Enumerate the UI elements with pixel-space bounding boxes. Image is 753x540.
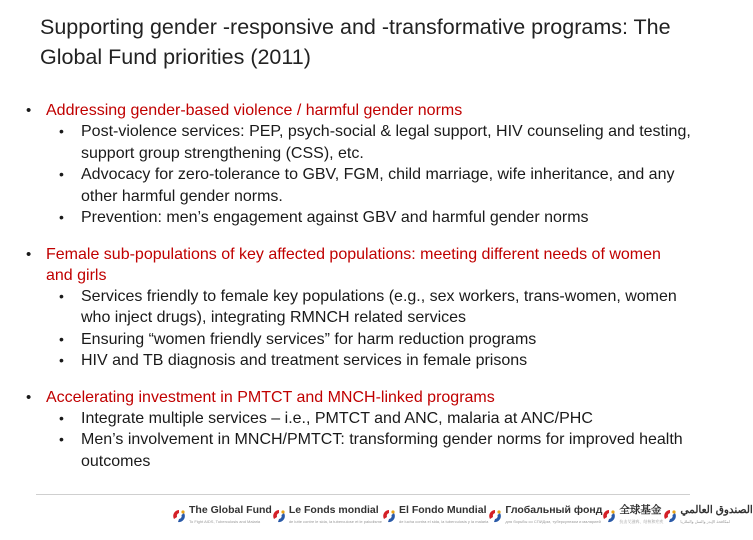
slide-title: Supporting gender -responsive and -transformative programs: The Global Fund priorities (2011): [40, 15, 671, 69]
logo-subtitle: To Fight AIDS, Tuberculosis and Malaria: [189, 519, 261, 524]
sub-item: [59, 207, 701, 229]
sub-item: [59, 408, 701, 430]
sub-item-text: Men’s involvement in MNCH/PMTCT: transforming gender norms for improved health outcomes: [81, 431, 683, 470]
logo-name: El Fondo Mundial: [399, 504, 487, 516]
sub-item: [59, 329, 701, 351]
sub-bullet-marker: •: [59, 352, 64, 368]
bullet-content: [0, 100, 720, 487]
global-fund-emblem-icon: [382, 509, 396, 523]
footer-logo: [488, 505, 602, 527]
sub-item-text: Post-violence services: PEP, psych-social & legal support, HIV counseling and testing, support group strengthening (CSS), etc.: [81, 123, 691, 162]
sub-item-text: Services friendly to female key populations (e.g., sex workers, trans-women, women who inject drugs), integrating RMNCH related services: [81, 287, 677, 326]
section-3: [0, 387, 720, 473]
global-fund-emblem-icon: [488, 509, 502, 523]
footer-logo: [172, 505, 272, 527]
bullet-marker: •: [26, 388, 32, 406]
sub-item: [59, 121, 701, 164]
logo-name: Le Fonds mondial: [288, 504, 379, 516]
logo-subtitle: de lucha contra el sida, la tuberculosis y la malaria: [399, 519, 489, 524]
footer-logo: [272, 505, 382, 527]
section-1: [0, 100, 720, 229]
global-fund-emblem-icon: [272, 509, 286, 523]
section-2: [0, 244, 720, 372]
sub-item: [59, 429, 701, 472]
sub-bullet-marker: •: [59, 431, 64, 447]
sub-bullet-marker: •: [59, 330, 64, 347]
section-heading: Accelerating investment in PMTCT and MNCH-linked programs: [46, 388, 495, 406]
sub-item-text: HIV and TB diagnosis and treatment services in female prisons: [81, 352, 528, 369]
sub-bullet-marker: •: [59, 209, 64, 225]
section-heading: Female sub-populations of key affected populations: meeting different needs of women and girls: [46, 245, 661, 284]
logo-name: The Global Fund: [189, 504, 272, 516]
sub-bullet-marker: •: [59, 409, 64, 426]
logo-subtitle: для борьбы со СПИДом, туберкулезом и малярией: [505, 519, 601, 524]
footer-logo: [602, 505, 663, 527]
bullet-marker: •: [26, 245, 32, 263]
logo-name: الصندوق العالمي: [680, 504, 753, 516]
logo-subtitle: لمكافحة الإيدز والسل والملاريا: [680, 519, 730, 524]
footer-logo: [382, 505, 488, 527]
footer-logo: [663, 505, 752, 527]
sub-bullet-marker: •: [59, 123, 64, 139]
sub-item: [59, 164, 701, 207]
sub-item: [59, 286, 701, 329]
sub-item-text: Ensuring “women friendly services” for harm reduction programs: [81, 330, 537, 348]
logo-subtitle: 抗击艾滋病、结核和疟疾: [619, 519, 664, 524]
sub-bullet-marker: •: [59, 287, 64, 304]
sub-item-text: Advocacy for zero-tolerance to GBV, FGM, child marriage, wife inheritance, and any other harmful gender norms.: [81, 166, 675, 205]
logo-name: Глобальный фонд: [505, 504, 603, 516]
bullet-marker: •: [26, 102, 32, 119]
logo-name: 全球基金: [619, 504, 662, 516]
sub-item-text: Prevention: men’s engagement against GBV and harmful gender norms: [81, 209, 589, 226]
footer-logos: [172, 503, 753, 529]
sub-item: [59, 350, 701, 372]
global-fund-emblem-icon: [602, 509, 616, 523]
footer-divider: [36, 494, 690, 495]
global-fund-emblem-icon: [663, 509, 677, 523]
sub-bullet-marker: •: [59, 166, 64, 182]
section-heading: Addressing gender-based violence / harmful gender norms: [46, 102, 463, 119]
global-fund-emblem-icon: [172, 509, 186, 523]
sub-item-text: Integrate multiple services – i.e., PMTCT and ANC, malaria at ANC/PHC: [81, 409, 593, 427]
logo-subtitle: de lutte contre le sida, la tuberculose et le paludisme: [288, 519, 382, 524]
